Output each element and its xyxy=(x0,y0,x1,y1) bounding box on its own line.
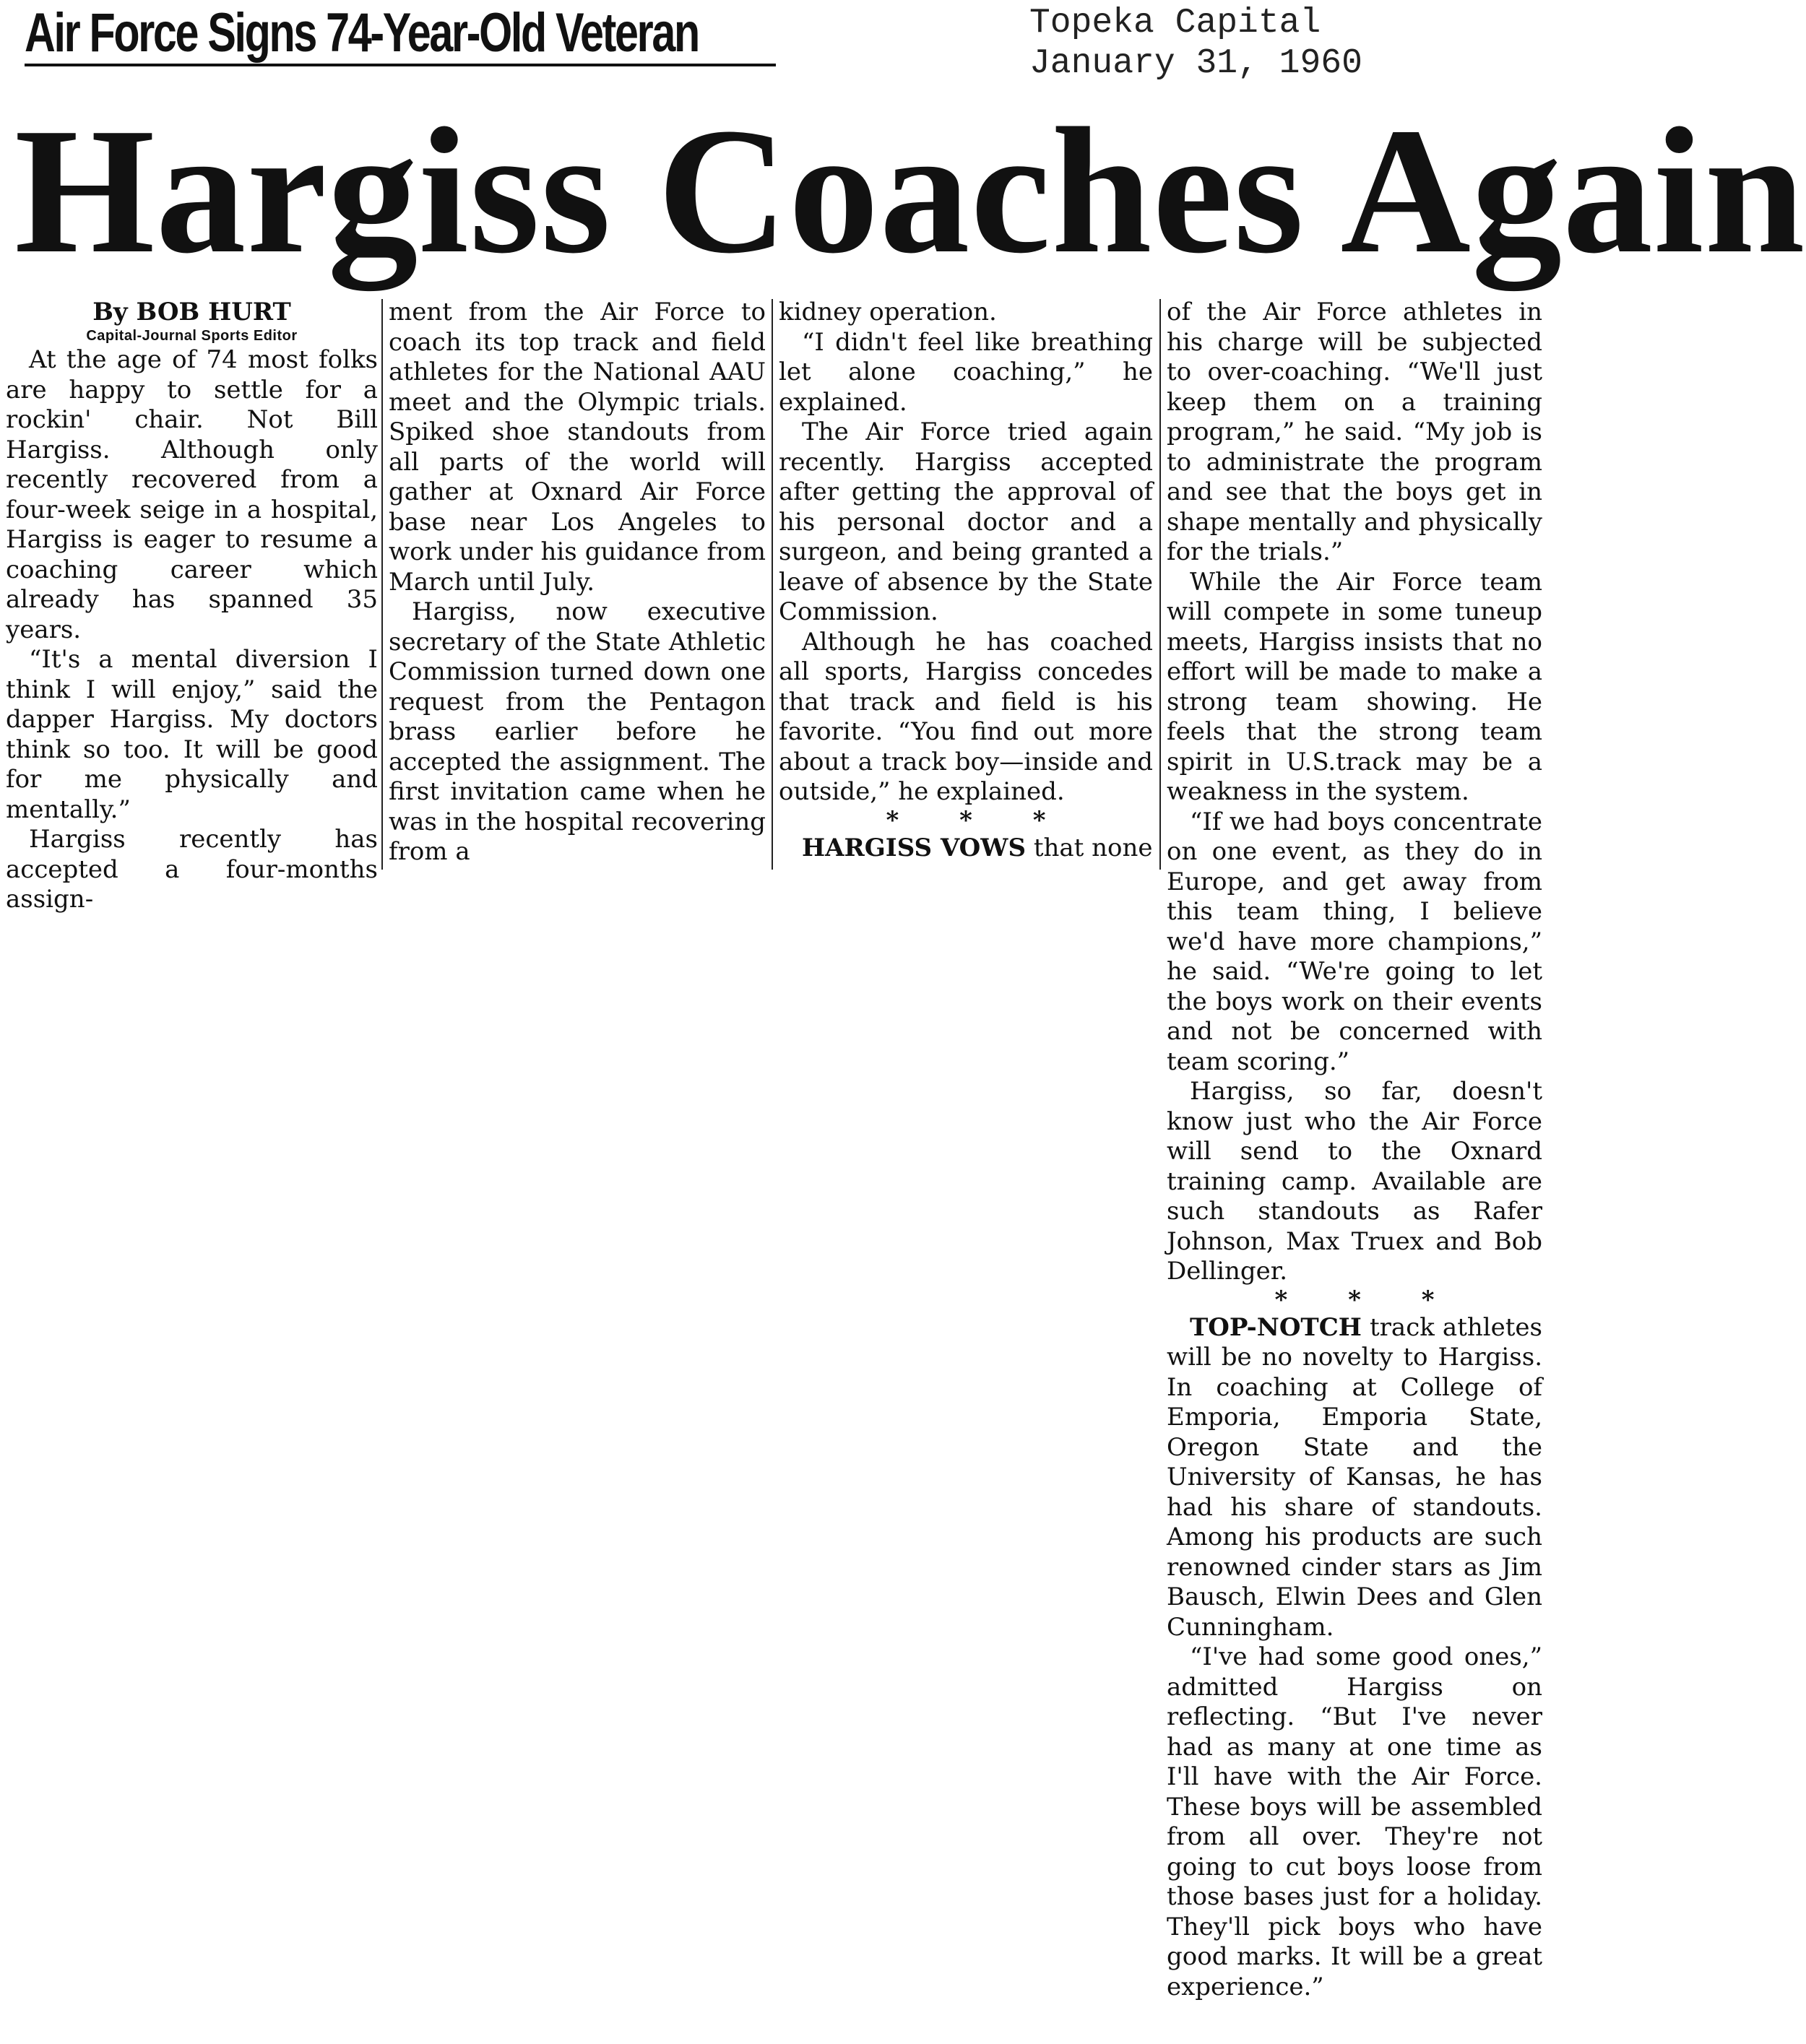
column-rule-1 xyxy=(381,299,383,870)
kicker-underline xyxy=(25,64,776,66)
paragraph: The Air Force tried again recently. Hargiss accepted after getting the approval of his personal doctor and a surgeon, and being granted a leave of absence by the State Commission. xyxy=(779,417,1153,626)
column-rule-2 xyxy=(772,299,773,870)
paragraph: Hargiss recently has accepted a four-months assign- xyxy=(6,825,378,914)
main-headline: Hargiss Coaches Again xyxy=(14,91,1806,291)
paragraph-text: track athletes will be no novelty to Hargiss. In coaching at College of Emporia, Emporia State, Oregon State and the University of Kansas, he has had his share of standouts. Among his products are such renowned cinder stars as Jim Bausch, Elwin Dees and Glen Cunningham. xyxy=(1167,1312,1542,1642)
paragraph: kidney operation. xyxy=(779,298,997,326)
paragraph: While the Air Force team will compete in some tuneup meets, Hargiss insists that no effort will be made to make a strong team showing. He feels that the strong team spirit in U.S.track may be a weakness in the system. xyxy=(1167,567,1542,806)
paragraph: “It's a mental diversion I think I will enjoy,” said the dapper Hargiss. My doctors think so too. It will be good for me physically and mentally.” xyxy=(6,645,378,824)
paragraph: Although he has coached all sports, Hargiss concedes that track and field is his favorite. “You find out more about a track boy—inside and outside,” he explained. xyxy=(779,627,1153,806)
byline-title: Capital-Journal Sports Editor xyxy=(86,328,298,344)
article-column-3 xyxy=(779,298,1153,863)
paragraph: Hargiss, so far, doesn't know just who the Air Force will send to the Oxnard training camp. Available are such standouts as Rafer Johnson, Max Truex and Bob Dellinger. xyxy=(1167,1077,1542,1286)
article-column-4 xyxy=(1167,298,1542,2002)
paragraph: “I've had some good ones,” admitted Hargiss on reflecting. “But I've never had as many at one time as I'll have with the Air Force. These boys will be assembled from all over. They're not going to cut boys loose from those bases just for a holiday. They'll pick boys who have good marks. It will be a great experience.” xyxy=(1167,1642,1542,2001)
column-rule-3 xyxy=(1159,299,1161,870)
paragraph: Hargiss, now executive secretary of the State Athletic Commission turned down one request from the Pentagon brass earlier before he accepted the assignment. The first invitation came when he was in the hospital recovering from a xyxy=(389,597,766,866)
subhead-lead: HARGISS VOWS xyxy=(802,833,1027,862)
source-stamp xyxy=(1029,3,1362,84)
paragraph xyxy=(1167,1313,1542,1643)
section-divider-stars: * * * xyxy=(886,805,1072,835)
paragraph: “I didn't feel like breathing let alone coaching,” he explained. xyxy=(779,327,1153,417)
paragraph-text: that none xyxy=(1026,833,1153,862)
subhead-lead: TOP-NOTCH xyxy=(1190,1312,1362,1342)
source-date: January 31, 1960 xyxy=(1029,44,1362,83)
section-divider-stars: * * * xyxy=(1274,1285,1461,1315)
paragraph: ment from the Air Force to coach its top track and field athletes for the National AAU meet and the Olympic trials. Spiked shoe standouts from all parts of the world will gather at Oxnard Air Force base near Los Angeles to work under his guidance from March until July. xyxy=(389,298,766,597)
paragraph: of the Air Force athletes in his charge will be subjected to over-coaching. “We'll just keep them on a training program,” he said. “My job is to administrate the program and see that the boys get in shape mentally and physically for the trials.” xyxy=(1167,298,1542,566)
source-publication: Topeka Capital xyxy=(1029,4,1321,43)
kicker-headline: Air Force Signs 74-Year-Old Veteran xyxy=(25,2,699,64)
paragraph xyxy=(779,833,1153,864)
article-column-1 xyxy=(6,298,378,915)
paragraph: At the age of 74 most folks are happy to settle for a rockin' chair. Not Bill Hargiss. Although only recently recovered from a four-week seige in a hospital, Hargiss is eager to resume a coaching career which already has spanned 35 years. xyxy=(6,345,378,644)
article-column-2 xyxy=(389,298,766,867)
paragraph: “If we had boys concentrate on one event, as they do in Europe, and get away from this team thing, I believe we'd have more champions,” he said. “We're going to let the boys work on their events and not be concerned with team scoring.” xyxy=(1167,807,1542,1076)
byline: By BOB HURT xyxy=(92,298,291,326)
